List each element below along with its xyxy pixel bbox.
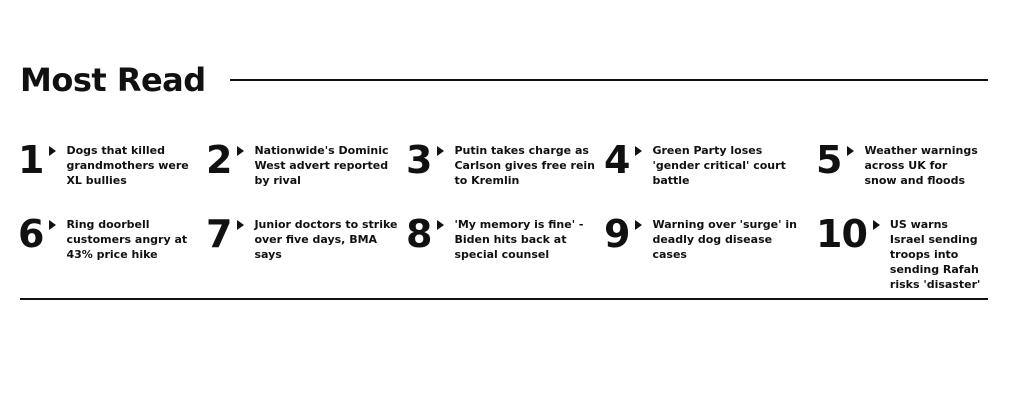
most-read-item-4[interactable] bbox=[604, 140, 816, 214]
play-arrow-icon bbox=[237, 146, 244, 156]
rank-number: 7 bbox=[206, 212, 232, 256]
headline-link[interactable]: Green Party loses 'gender critical' court battle bbox=[652, 144, 786, 187]
most-read-item-10[interactable] bbox=[816, 212, 990, 291]
headline-link[interactable]: Warning over 'surge' in deadly dog disease cases bbox=[652, 218, 797, 261]
headline-link[interactable]: Putin takes charge as Carlson gives free rein to Kremlin bbox=[454, 144, 596, 187]
rank-number: 5 bbox=[816, 138, 842, 182]
play-arrow-icon bbox=[437, 146, 444, 156]
headline-link[interactable]: Junior doctors to strike over five days, BMA says bbox=[254, 218, 398, 261]
most-read-item-1[interactable] bbox=[18, 140, 206, 214]
most-read-item-9[interactable] bbox=[604, 214, 816, 288]
headline-link[interactable]: Ring doorbell customers angry at 43% price hike bbox=[66, 218, 188, 261]
bottom-divider bbox=[20, 298, 988, 300]
most-read-item-2[interactable] bbox=[206, 140, 406, 214]
most-read-item-5[interactable] bbox=[816, 140, 990, 214]
play-arrow-icon bbox=[237, 220, 244, 230]
most-read-item-6[interactable] bbox=[18, 214, 206, 288]
play-arrow-icon bbox=[635, 146, 642, 156]
rank-number: 1 bbox=[18, 138, 44, 182]
header-divider bbox=[230, 79, 988, 81]
play-arrow-icon bbox=[49, 146, 56, 156]
rank-number: 3 bbox=[406, 138, 432, 182]
section-title: Most Read bbox=[20, 61, 206, 99]
play-arrow-icon bbox=[437, 220, 444, 230]
most-read-item-7[interactable] bbox=[206, 214, 406, 288]
headline-link[interactable]: Nationwide's Dominic West advert reported by rival bbox=[254, 144, 389, 187]
rank-number: 10 bbox=[816, 212, 867, 256]
rank-number: 4 bbox=[604, 138, 630, 182]
play-arrow-icon bbox=[873, 220, 880, 230]
rank-number: 9 bbox=[604, 212, 630, 256]
most-read-header bbox=[20, 58, 988, 102]
play-arrow-icon bbox=[49, 220, 56, 230]
headline-link[interactable]: Dogs that killed grandmothers were XL bullies bbox=[66, 144, 189, 187]
rank-number: 2 bbox=[206, 138, 232, 182]
headline-link[interactable]: Weather warnings across UK for snow and floods bbox=[864, 144, 978, 187]
rank-number: 8 bbox=[406, 212, 432, 256]
rank-number: 6 bbox=[18, 212, 44, 256]
most-read-item-8[interactable] bbox=[406, 214, 604, 288]
play-arrow-icon bbox=[847, 146, 854, 156]
headline-link[interactable]: US warns Israel sending troops into sending Rafah risks 'disaster' bbox=[889, 218, 981, 291]
most-read-list bbox=[18, 138, 990, 291]
play-arrow-icon bbox=[635, 220, 642, 230]
most-read-item-3[interactable] bbox=[406, 140, 604, 214]
headline-link[interactable]: 'My memory is fine' - Biden hits back at special counsel bbox=[454, 218, 584, 261]
